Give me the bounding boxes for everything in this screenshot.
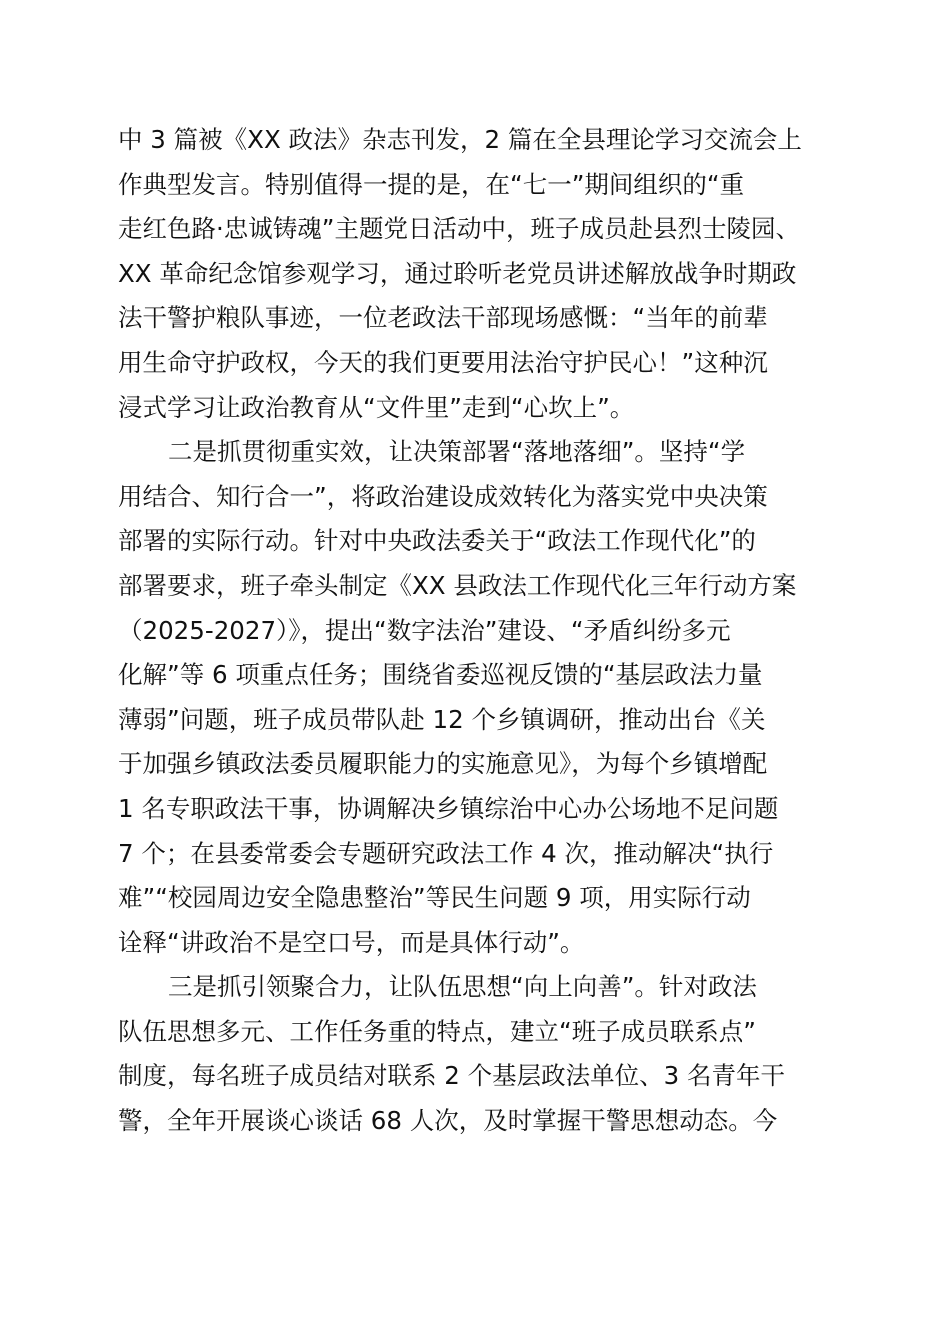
text-line: 部署的实际行动。针对中央政法委关于“政法工作现代化”的	[118, 526, 756, 556]
text-line: 队伍思想多元、工作任务重的特点，建立“班子成员联系点”	[118, 1016, 756, 1046]
text-line: XX 革命纪念馆参观学习，通过聆听老党员讲述解放战争时期政	[118, 258, 797, 288]
paragraph-first-line: 三是抓引领聚合力，让队伍思想“向上向善”。针对政法	[168, 972, 757, 1002]
text-line: 浸式学习让政治教育从“文件里”走到“心坎上”。	[118, 392, 635, 422]
text-line: 化解”等 6 项重点任务；围绕省委巡视反馈的“基层政法力量	[118, 660, 763, 690]
paragraph-first-line: 二是抓贯彻重实效，让决策部署“落地落细”。坚持“学	[168, 437, 746, 467]
text-line: 用结合、知行合一”，将政治建设成效转化为落实党中央决策	[118, 481, 768, 511]
text-line: 制度，每名班子成员结对联系 2 个基层政法单位、3 名青年干	[118, 1061, 786, 1091]
text-line: 走红色路·忠诚铸魂”主题党日活动中，班子成员赴县烈士陵园、	[118, 214, 800, 244]
text-line: 7 个；在县委常委会专题研究政法工作 4 次，推动解决“执行	[118, 838, 774, 868]
text-line: 警，全年开展谈心谈话 68 人次，及时掌握干警思想动态。今	[118, 1106, 778, 1136]
text-line: 难”“校园周边安全隐患整治”等民生问题 9 项，用实际行动	[118, 883, 751, 913]
text-line: 用生命守护政权，今天的我们更要用法治守护民心！”这种沉	[118, 347, 768, 377]
text-line: 薄弱”问题，班子成员带队赴 12 个乡镇调研，推动出台《关	[118, 704, 766, 734]
text-line: 作典型发言。特别值得一提的是，在“七一”期间组织的“重	[118, 169, 745, 199]
text-line: 中 3 篇被《XX 政法》杂志刊发，2 篇在全县理论学习交流会上	[118, 125, 802, 154]
text-line: 法干警护粮队事迹，一位老政法干部现场感慨：“当年的前辈	[118, 303, 768, 333]
body-text	[118, 118, 830, 1144]
text-line: 1 名专职政法干事，协调解决乡镇综治中心办公场地不足问题	[118, 793, 779, 823]
text-line: 诠释“讲政治不是空口号，而是具体行动”。	[118, 927, 585, 957]
text-line: 于加强乡镇政法委员履职能力的实施意见》，为每个乡镇增配	[118, 749, 768, 779]
text-line: 部署要求，班子牵头制定《XX 县政法工作现代化三年行动方案	[118, 570, 797, 600]
text-line: （2025-2027）》，提出“数字法治”建设、“矛盾纠纷多元	[118, 615, 731, 645]
